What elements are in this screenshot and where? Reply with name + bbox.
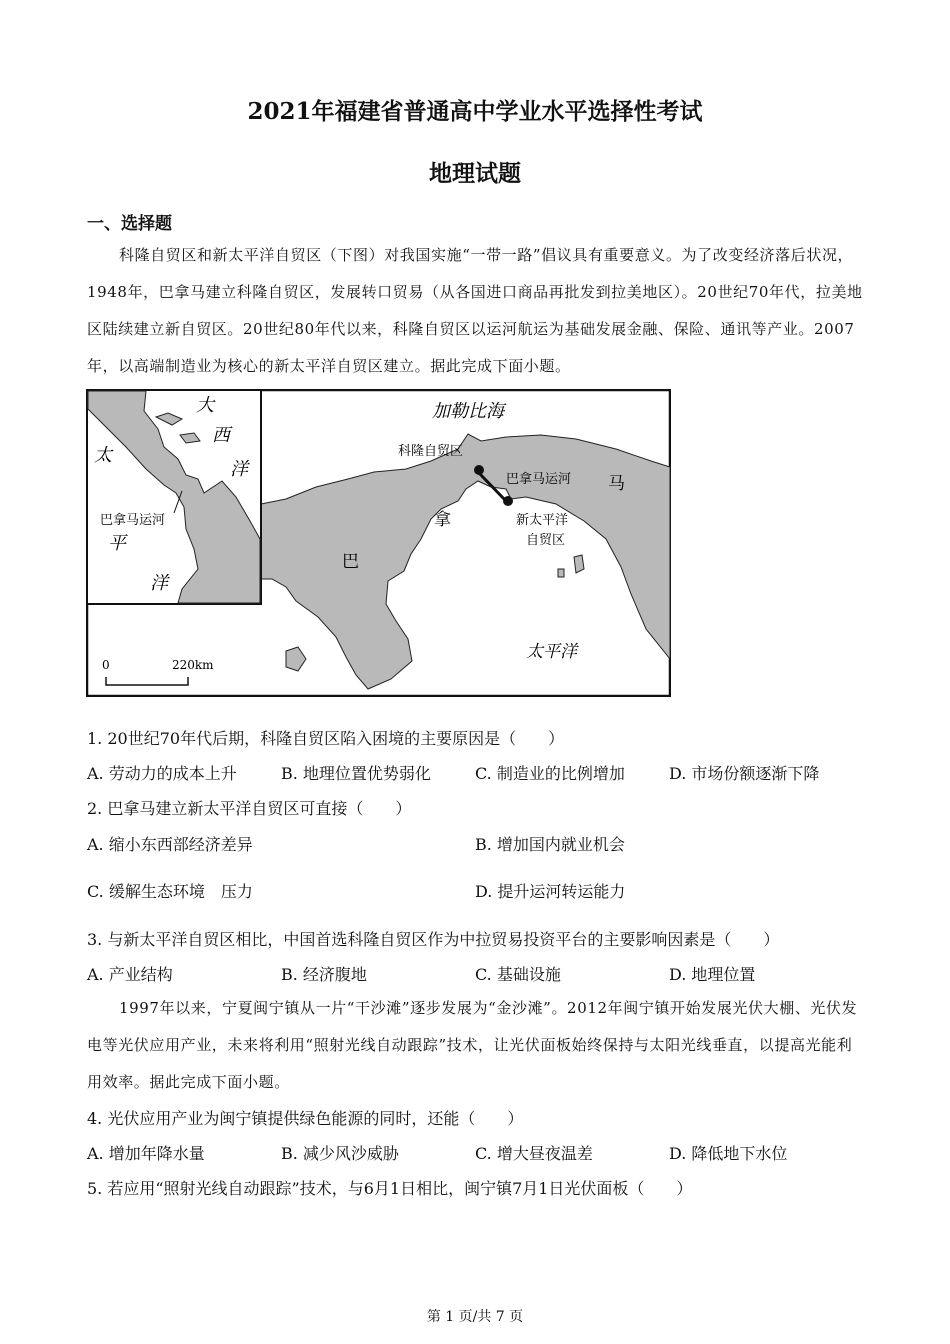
q4-option-c: C. 增大昼夜温差 (475, 1144, 593, 1163)
label-pa: 巴 (342, 552, 359, 572)
pacific-label: 太平洋 (526, 642, 577, 662)
inset-label-xi: 西 (212, 425, 230, 446)
colon-label: 科隆自贸区 (398, 444, 464, 459)
q3-option-d: D. 地理位置 (669, 965, 756, 984)
question-2: 2. 巴拿马建立新太平洋自贸区可直接（ ） (87, 799, 412, 818)
q2-option-d: D. 提升运河转运能力 (475, 882, 626, 901)
q1-option-d: D. 市场份额逐渐下降 (669, 764, 820, 783)
scale-zero: 0 (102, 658, 110, 672)
q3-option-a: A. 产业结构 (87, 965, 173, 984)
canal-label: 巴拿马运河 (506, 472, 572, 487)
exam-title: 2021年福建省普通高中学业水平选择性考试 (247, 98, 703, 125)
q4-option-b: B. 减少风沙威胁 (281, 1144, 399, 1163)
inset-label-ping: 平 (108, 533, 126, 554)
newpac-label-2: 自贸区 (526, 533, 566, 548)
q3-option-b: B. 经济腹地 (281, 965, 367, 984)
q1-option-a: A. 劳动力的成本上升 (87, 764, 237, 783)
q3-option-c: C. 基础设施 (475, 965, 561, 984)
q2-option-c: C. 缓解生态环境 压力 (87, 882, 253, 901)
q1-option-b: B. 地理位置优势弱化 (281, 764, 431, 783)
label-na: 拿 (434, 510, 451, 530)
panama-map (86, 389, 671, 697)
newpac-marker (503, 496, 513, 506)
q1-option-c: C. 制造业的比例增加 (475, 764, 625, 783)
page-footer: 第 1 页/共 7 页 (426, 1309, 524, 1325)
passage-2: 1997年以来，宁夏闽宁镇从一片“干沙滩”逐步发展为“金沙滩”。2012年闽宁镇开始发展光伏大棚、光伏发电等光伏应用产业，未来将利用“照射光线自动跟踪”技术，让光伏面板始终保持与太阳光线垂直，以提高光能利用效率。据此完成下面小题。 (87, 999, 858, 1091)
q2-option-b: B. 增加国内就业机会 (475, 835, 625, 854)
inset-label-yang1: 洋 (230, 459, 248, 480)
newpac-label-1: 新太平洋 (516, 513, 569, 528)
question-5: 5. 若应用“照射光线自动跟踪”技术，与6月1日相比，闽宁镇7月1日光伏面板（ ） (87, 1179, 693, 1198)
inset-label-da: 大 (196, 395, 214, 416)
caribbean-label: 加勒比海 (432, 401, 504, 422)
inset-label-yang2: 洋 (150, 573, 168, 594)
q4-option-d: D. 降低地下水位 (669, 1144, 788, 1163)
question-4: 4. 光伏应用产业为闽宁镇提供绿色能源的同时，还能（ ） (87, 1109, 524, 1128)
label-ma: 马 (608, 474, 625, 494)
inset-label-tai: 太 (94, 445, 112, 466)
section-heading: 一、选择题 (87, 214, 172, 234)
question-1: 1. 20世纪70年代后期，科隆自贸区陷入困境的主要原因是（ ） (87, 729, 565, 748)
q2-option-a: A. 缩小东西部经济差异 (87, 835, 253, 854)
question-3: 3. 与新太平洋自贸区相比，中国首选科隆自贸区作为中拉贸易投资平台的主要影响因素是（ ） (87, 930, 780, 949)
passage-1: 科隆自贸区和新太平洋自贸区（下图）对我国实施“一带一路”倡议具有重要意义。为了改变经济落后状况，1948年，巴拿马建立科隆自贸区，发展转口贸易（从各国进口商品再批发到拉美地区）。20世纪70年代，拉美地区陆续建立新自贸区。20世纪80年代以来，科隆自贸区以运河航运为基础发展金融、保险、通讯等产业。2007年，以高端制造业为核心的新太平洋自贸区建立。据此完成下面小题。 (87, 246, 863, 375)
q4-option-a: A. 增加年降水量 (87, 1144, 205, 1163)
exam-subtitle: 地理试题 (429, 160, 521, 187)
inset-canal-label: 巴拿马运河 (100, 513, 166, 528)
scale-distance: 220km (172, 658, 214, 672)
